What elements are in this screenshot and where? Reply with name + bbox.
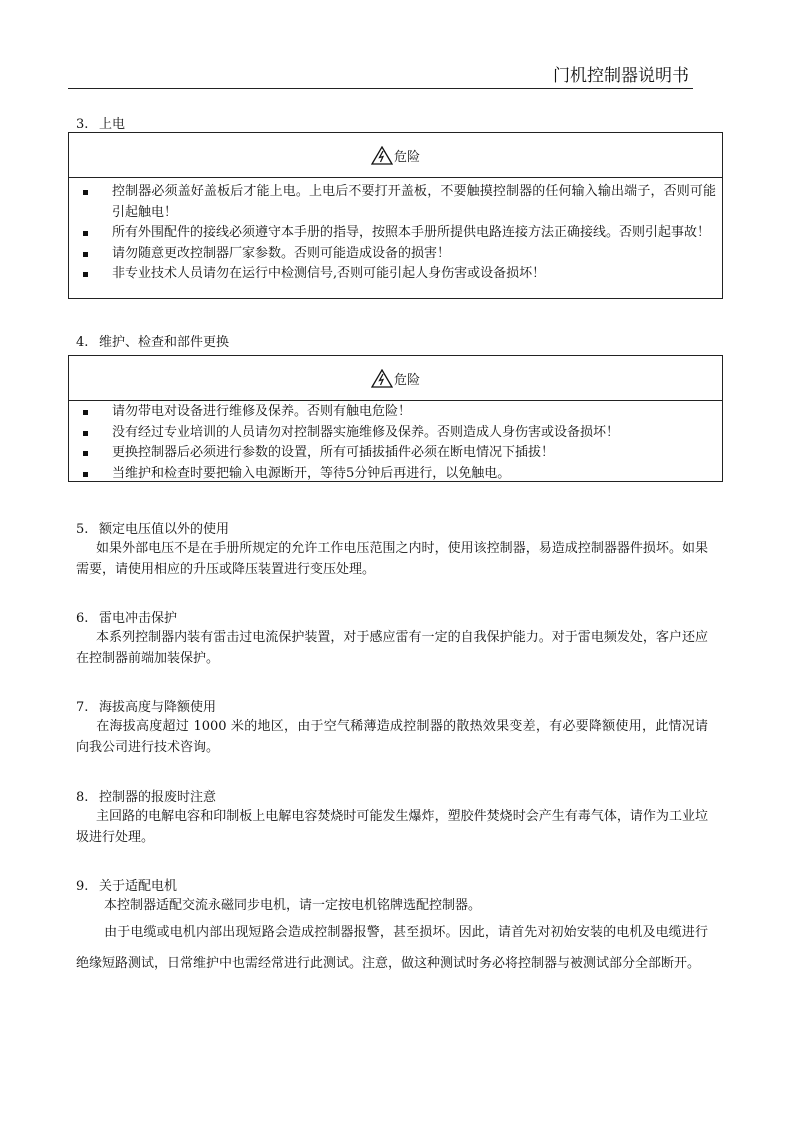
bullet-square-icon (83, 451, 88, 456)
section-8-heading (76, 786, 216, 805)
danger-box-power-on (68, 132, 723, 299)
section-9-paragraph-2: 由于电缆或电机内部出现短路会造成控制器报警，甚至损坏。因此，请首先对初始安装的电机及电缆进行绝缘短路测试，日常维护中也需经常进行此测试。注意，做这种测试时务必将控制器与被测试部分全部断开。 (76, 925, 708, 971)
section-6-paragraph: 本系列控制器内装有雷击过电流保护装置，对于感应雷有一定的自我保护能力。对于雷电频发处，客户还应在控制器前端加装保护。 (76, 630, 708, 666)
section-number: 5. (76, 522, 89, 537)
section-number: 6. (76, 611, 89, 626)
danger-header (69, 356, 722, 401)
bullet-square-icon (83, 272, 88, 277)
document-title: 门机控制器说明书 (553, 66, 689, 86)
section-5-heading (76, 518, 229, 537)
section-5-paragraph: 如果外部电压不是在手册所规定的允许工作电压范围之内时，使用该控制器，易造成控制器器件损坏。如果需要，请使用相应的升压或降压装置进行变压处理。 (76, 541, 708, 577)
section-title: 上电 (99, 117, 126, 132)
section-title: 额定电压值以外的使用 (99, 522, 230, 537)
danger-label: 危险 (393, 372, 420, 388)
bullet-square-icon (83, 231, 88, 236)
section-3-heading (76, 113, 125, 132)
bullet-square-icon (83, 472, 88, 477)
section-7-paragraph: 在海拔高度超过 1000 米的地区，由于空气稀薄造成控制器的散热效果变差，有必要降额使用，此情况请向我公司进行技术咨询。 (76, 719, 708, 755)
bullet-square-icon (83, 410, 88, 415)
header-divider (68, 88, 693, 89)
list-item: 更换控制器后必须进行参数的设置，所有可插拔插件必须在断电情况下插拔！ (69, 443, 716, 464)
danger-label: 危险 (393, 149, 420, 165)
list-item: 非专业技术人员请勿在运行中检测信号,否则可能引起人身伤害或设备损坏！ (69, 264, 716, 285)
section-title: 海拔高度与降额使用 (99, 700, 217, 715)
section-7-heading (76, 696, 216, 715)
section-number: 8. (76, 790, 89, 805)
section-9-heading (76, 875, 177, 894)
warning-icon (371, 369, 393, 388)
section-6-heading (76, 607, 177, 626)
section-4-heading (76, 331, 229, 350)
list-item: 请勿随意更改控制器厂家参数。否则可能造成设备的损害！ (69, 244, 716, 265)
section-title: 控制器的报废时注意 (99, 790, 217, 805)
section-number: 3. (76, 117, 89, 132)
warning-icon (371, 146, 393, 165)
section-title: 雷电冲击保护 (99, 611, 178, 626)
danger-box-maintenance (68, 355, 723, 482)
list-item: 所有外围配件的接线必须遵守本手册的指导，按照本手册所提供电路连接方法正确接线。否则引起事故！ (69, 223, 716, 244)
section-number: 9. (76, 879, 89, 894)
danger-header (69, 133, 722, 178)
section-title: 关于适配电机 (99, 879, 178, 894)
bullet-square-icon (83, 252, 88, 257)
list-item: 没有经过专业培训的人员请勿对控制器实施维修及保养。否则造成人身伤害或设备损坏！ (69, 423, 716, 444)
bullet-square-icon (83, 190, 88, 195)
section-title: 维护、检查和部件更换 (99, 335, 230, 350)
list-item: 当维护和检查时要把输入电源断开，等待5分钟后再进行，以免触电。 (69, 464, 716, 485)
section-8-paragraph: 主回路的电解电容和印制板上电解电容焚烧时可能发生爆炸，塑胶件焚烧时会产生有毒气体，请作为工业垃圾进行处理。 (76, 809, 708, 845)
section-number: 4. (76, 335, 89, 350)
section-9-paragraph-1: 本控制器适配交流永磁同步电机，请一定按电机铭牌选配控制器。 (104, 898, 482, 913)
list-item: 控制器必须盖好盖板后才能上电。上电后不要打开盖板，不要触摸控制器的任何输入输出端子，否则可能引起触电！ (69, 182, 716, 223)
section-number: 7. (76, 700, 89, 715)
list-item: 请勿带电对设备进行维修及保养。否则有触电危险！ (69, 402, 716, 423)
bullet-square-icon (83, 431, 88, 436)
